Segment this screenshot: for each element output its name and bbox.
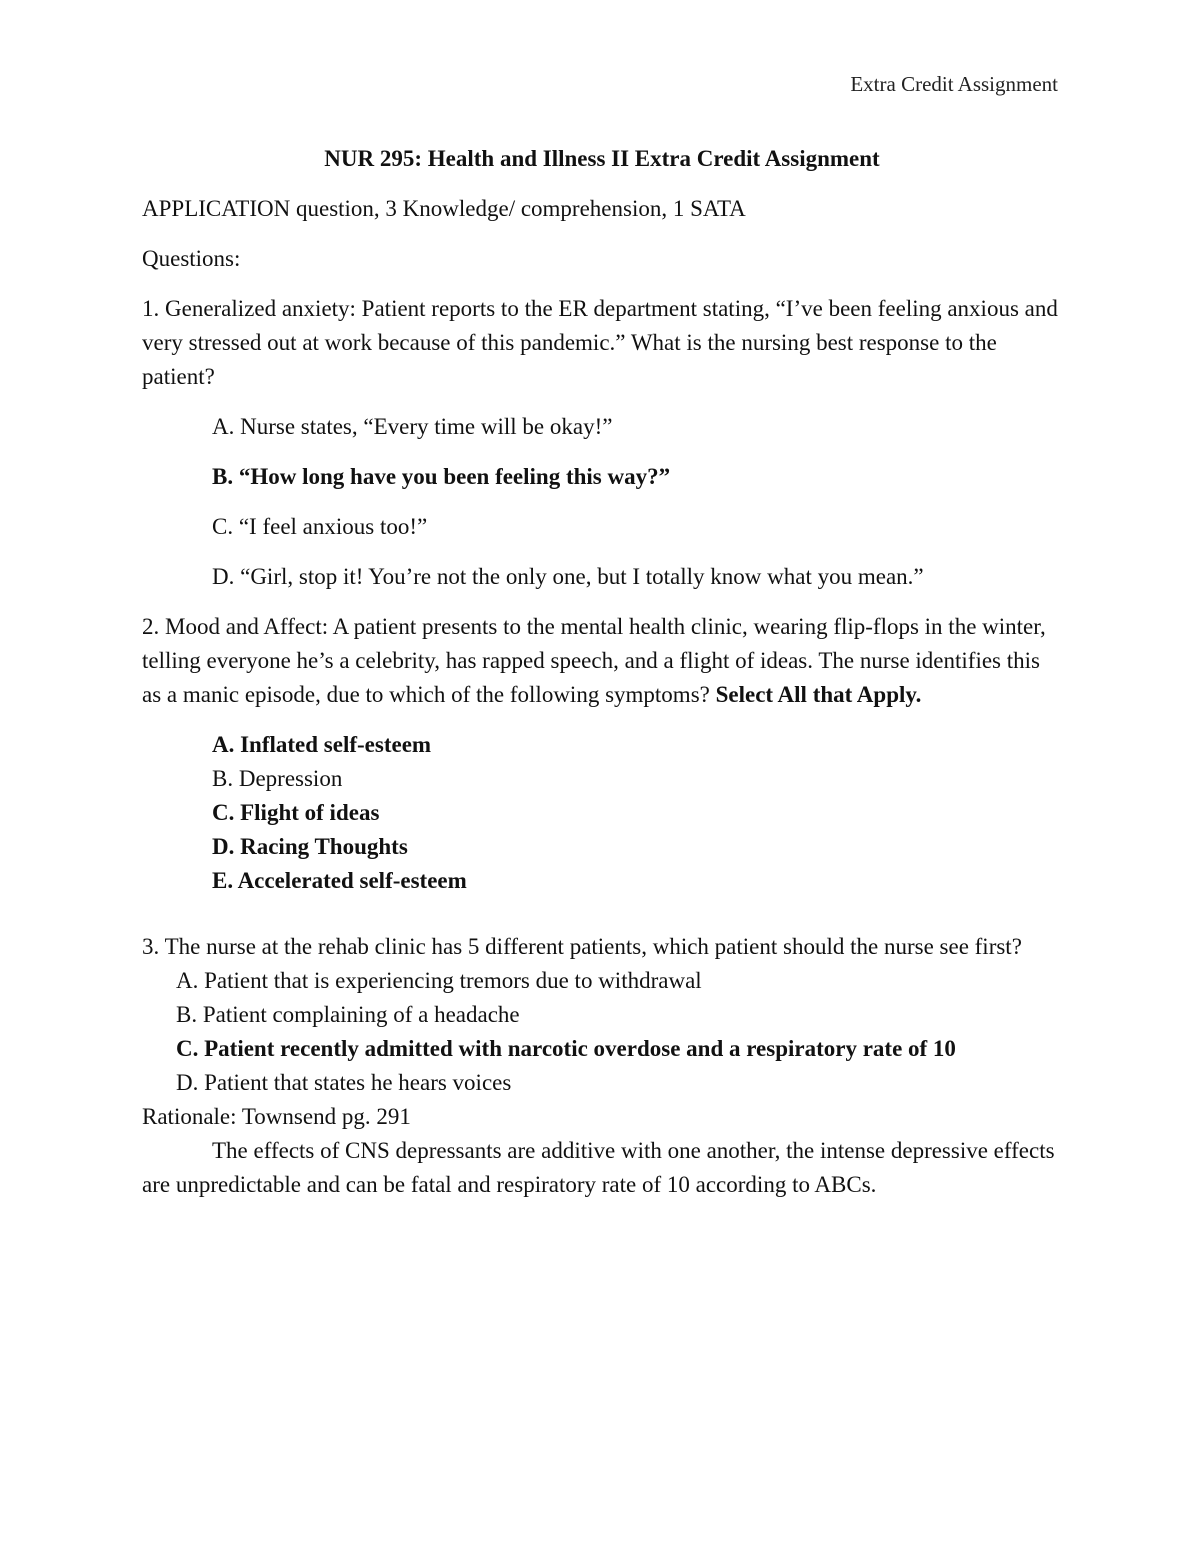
question-2-text: 2. Mood and Affect: A patient presents to the mental health clinic, wearing flip-flops in the winter, telling everyone he’s a celebrity, has rapped speech, and a flight of ideas. The nurse identifies this as a manic episode, due to which of the following symptoms? — [142, 614, 1046, 707]
question-2-paragraph — [142, 610, 1062, 712]
question-3-choices — [142, 964, 1062, 1100]
question-3-choice-b: B. Patient complaining of a headache — [176, 1002, 520, 1027]
question-1-choices — [212, 410, 1062, 594]
questions-label: Questions: — [142, 246, 241, 271]
question-2-choice-d-correct: D. Racing Thoughts — [212, 834, 408, 859]
question-1-choice-b-correct: B. “How long have you been feeling this way?” — [212, 464, 671, 489]
question-1-choice-c: C. “I feel anxious too!” — [212, 514, 428, 539]
question-3-choice-a: A. Patient that is experiencing tremors due to withdrawal — [176, 968, 702, 993]
question-2-choice-b: B. Depression — [212, 766, 343, 791]
question-1-text: 1. Generalized anxiety: Patient reports to the ER department stating, “I’ve been feeling anxious and very stressed out at work because of this pandemic.” What is the nursing best response to the patient? — [142, 296, 1058, 389]
document-subtitle: APPLICATION question, 3 Knowledge/ comprehension, 1 SATA — [142, 196, 746, 221]
rationale-label: Rationale: Townsend pg. 291 — [142, 1104, 411, 1129]
running-header: Extra Credit Assignment — [850, 72, 1058, 96]
question-3-choice-c-correct: C. Patient recently admitted with narcotic overdose and a respiratory rate of 10 — [176, 1036, 956, 1061]
question-2-choice-e-correct: E. Accelerated self-esteem — [212, 868, 467, 893]
question-3-text: 3. The nurse at the rehab clinic has 5 different patients, which patient should the nurse see first? — [142, 934, 1022, 959]
rationale-text: The effects of CNS depressants are additive with one another, the intense depressive effects are unpredictable and can be fatal and respiratory rate of 10 according to ABCs. — [142, 1138, 1055, 1197]
question-2-choices — [212, 728, 1062, 898]
question-3-choice-d: D. Patient that states he hears voices — [176, 1070, 512, 1095]
question-2-choice-a-correct: A. Inflated self-esteem — [212, 732, 432, 757]
question-1-choice-a: A. Nurse states, “Every time will be okay!” — [212, 414, 613, 439]
document-title: NUR 295: Health and Illness II Extra Credit Assignment — [324, 146, 880, 171]
question-2-sata-instruction: Select All that Apply. — [715, 682, 922, 707]
document-body — [142, 142, 1062, 1202]
blank-line — [142, 914, 1062, 930]
question-2-choice-c-correct: C. Flight of ideas — [212, 800, 380, 825]
question-1-choice-d: D. “Girl, stop it! You’re not the only one, but I totally know what you mean.” — [212, 564, 924, 589]
